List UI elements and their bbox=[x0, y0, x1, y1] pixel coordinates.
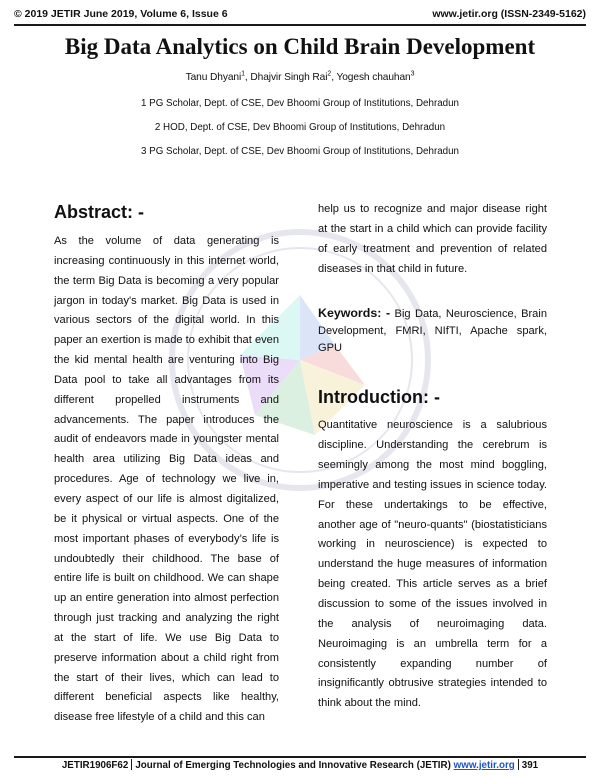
keywords-label: Keywords: - bbox=[318, 306, 391, 321]
footer-journal: Journal of Emerging Technologies and Innovative Research (JETIR) bbox=[135, 760, 451, 771]
author-index: 3 bbox=[410, 70, 415, 78]
introduction-body: Quantitative neuroscience is a salubrious discipline. Understanding the cerebrum is seemingly among the most mind boggling, imperative and testing issues in science today. For these undertakings to be effective, another age of "neuro-quants" (biostatisticians working in neuroscience) is expected to understand the huge measures of information being created. This article serves as a brief discussion to some of the issues involved in the analysis of neuroimaging data. Neuroimaging is an umbrella term for a consistently expanding number of insignificantly obtrusive strategies intended to think about the mind. bbox=[318, 419, 547, 710]
running-footer bbox=[14, 756, 586, 774]
author-index: 2 bbox=[327, 70, 332, 78]
affiliation-3: 3 PG Scholar, Dept. of CSE, Dev Bhoomi Group of Institutions, Dehradun bbox=[140, 146, 460, 157]
footer-page-number: 391 bbox=[521, 760, 539, 771]
paper-title: Big Data Analytics on Child Brain Development bbox=[64, 34, 536, 59]
footer-content bbox=[14, 759, 586, 771]
author-line: Tanu Dhyani$^1$, Dhajvir Singh Rai$^2$, Yogesh chauhan$^3$ bbox=[185, 70, 415, 83]
introduction-heading: Introduction: - bbox=[318, 387, 440, 408]
author-name: Dhajvir Singh Rai bbox=[250, 72, 328, 83]
author-name: Tanu Dhyani bbox=[185, 72, 242, 83]
affiliation-2: 2 HOD, Dept. of CSE, Dev Bhoomi Group of Institutions, Dehradun bbox=[154, 122, 446, 133]
left-column bbox=[54, 199, 279, 728]
footer-paper-id: JETIR1906F62 bbox=[61, 760, 129, 771]
author-index: 1 bbox=[241, 70, 245, 78]
header-website: www.jetir.org (ISSN-2349-5162) bbox=[432, 8, 586, 20]
keywords-text: Big Data, Neuroscience, Brain Development, FMRI, NIfTI, Apache spark, GPU bbox=[318, 308, 547, 355]
footer-separator bbox=[131, 759, 132, 770]
footer-separator bbox=[518, 759, 519, 770]
footer-website-link[interactable]: www.jetir.org bbox=[453, 760, 515, 771]
author-name: Yogesh chauhan bbox=[336, 72, 411, 83]
running-header bbox=[14, 6, 586, 26]
keywords-block bbox=[318, 305, 547, 357]
header-copyright: © 2019 JETIR June 2019, Volume 6, Issue 6 bbox=[14, 8, 228, 20]
affiliation-1: 1 PG Scholar, Dept. of CSE, Dev Bhoomi Group of Institutions, Dehradun bbox=[140, 98, 460, 109]
abstract-heading: Abstract: - bbox=[54, 202, 145, 222]
abstract-body: As the volume of data generating is increasing continuously in this internet world, the term Big Data is becoming a very popular jargon in today's market. Big Data is used in various sectors of the digital world. In this paper an exertion is made to exhibit that even the kid mental health are venturing into Big Data pool to take all advantages from its different propelled instruments and advancements. The paper introduces the audit of endeavors made in youngster mental health area utilizing Big Data ideas and procedures. Age of technology we live in, every aspect of our life is almost digitalized, be it physical or virtual aspects. One of the most important phases of everybody’s life is undoubtedly their childhood. The base of entire life is built on childhood. We can shape up an entire generation into almost perfection through just tracking and analyzing the right at the start of life. We use Big Data to preserve information about a child right from the start of their lives, which can lead to different beneficial aspects like healthy, disease free lifestyle of a child and this can bbox=[54, 235, 279, 724]
abstract-continuation: help us to recognize and major disease right at the start in a child which can provide facility of early treatment and prevention of related diseases in that child in future. bbox=[318, 203, 547, 275]
right-column bbox=[318, 200, 547, 714]
